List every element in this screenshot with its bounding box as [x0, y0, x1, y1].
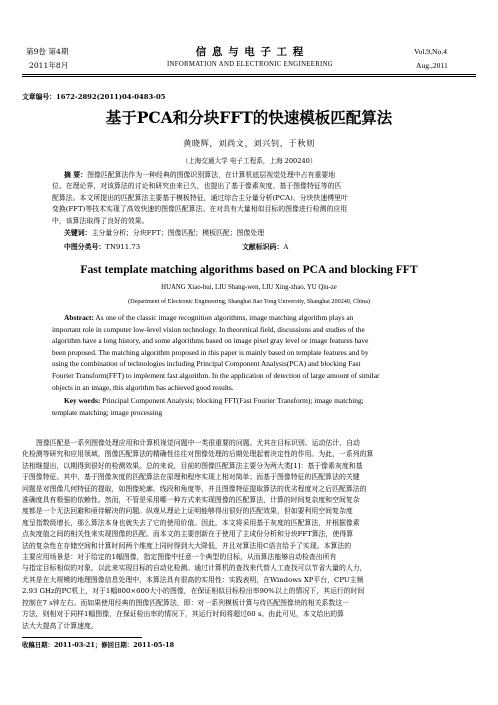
- document-code-label: 文献标识码：: [242, 243, 284, 251]
- classification: [64, 242, 444, 253]
- header-rule-bottom: [22, 76, 476, 77]
- abstract-cn: [52, 170, 446, 227]
- abstract-cn-line: [52, 170, 446, 181]
- clc-number: TN911.73: [105, 243, 141, 251]
- journal-title-cn: 信 息 与 电 子 工 程: [195, 46, 305, 58]
- abstract-en-line: using the combination of technologies including Principal Component Analysis(PCA) and blocking Fast: [52, 359, 361, 369]
- abstract-cn-line: 配算法。本文所提出的匹配算法主要基于模板特征，通过综合主分量分析(PCA)、分块快速傅里叶: [52, 193, 348, 202]
- body-line: 与指定目标相似的对象，以此来实现目标的自动化检测。通过计算机的查找来代替人工查找可以节省大量的人力，: [22, 564, 367, 573]
- abstract-en-line: Fourier Transform(FFT) to implement fast algorithm. In the application of detection of large amount of similar: [52, 370, 380, 380]
- body-line: 2.93 GHz的PC机上，对于1幅800×600大小的图像，在保证相似目标检出率90%以上的情况下，其运行的时间: [22, 587, 365, 596]
- body-line: 准确度具有极强的依赖性。然而，不管是采用哪一种方式来实现图像的匹配算法，计算的时间复杂度和空间复杂: [22, 496, 360, 505]
- clc-label: 中图分类号：: [64, 243, 106, 251]
- title-cn: 基于PCA和分块FFT的快速模板匹配算法: [105, 108, 393, 127]
- body-line: 点灰度值之间的相关性来实现图像的匹配。而本文的主要创新在于使用了主成份分析和分块FFT算法，使得算: [22, 530, 354, 539]
- body-line: 主要应用场景是：对于给定的1幅图像，指定图像中任意一个典型的目标，从而算法能够自动检查出所有: [22, 553, 337, 562]
- journal-title-en: INFORMATION AND ELECTRONIC ENGINEERING: [166, 61, 334, 68]
- abstract-en-label: Abstract:: [64, 313, 94, 322]
- body-line: 度都是一个无法回避和亟待解决的问题。纵观从理论上证明能够得出很好的匹配效果，但如要利用空间复杂度: [22, 507, 353, 516]
- body-line: 度呈指数级增长，那么算法本身也就失去了它的使用价值。因此，本文将采用基于灰度的匹配算法，并根据像素: [22, 518, 360, 527]
- body-line: 图像匹配是一系列图像处理应用和计算机视觉问题中一类很重要的问题。尤其在目标识别、运动估计、自动: [36, 439, 360, 447]
- affiliation-cn: （上海交通大学 电子工程系，上海 200240）: [181, 157, 317, 165]
- abstract-cn-line: 位。在理论界，对该算法的讨论和研究由来已久，也提出了基于像素灰度、基于图像特征等的匹: [52, 182, 342, 191]
- article-number: 文章编号：1672-2892(2011)04-0483-05: [22, 93, 166, 101]
- body-line: 法的复杂性在存储空间和计算时间两个维度上同时得到大大降低，并且对算法用C语言给予了实现。本算法的: [22, 541, 352, 550]
- abstract-cn-line: 中，该算法取得了良好的效果。: [52, 216, 149, 225]
- issue-cn: 第9卷 第4期: [26, 47, 69, 56]
- body-line: 尤其是在大规模的地理图像信息处理中，本算法具有很高的实用性：实践表明，在Windows XP平台，CPU主频: [22, 575, 364, 584]
- date-cn: 2011年8月: [29, 61, 69, 70]
- abstract-cn-label: 摘 要：: [64, 171, 88, 179]
- authors-en: HUANG Xiao-hui, LIU Shang-wen, LIU Xing-zhao, YU Qiu-ze: [161, 284, 337, 291]
- keywords-cn: [64, 228, 444, 239]
- body-text: [22, 438, 478, 632]
- abstract-cn-text: 图像匹配算法作为一种经典的图像识别算法，在计算机底层视觉处理中占有重要地: [87, 171, 336, 179]
- issue-month: Aug.,2011: [416, 61, 448, 70]
- keywords-en-line: template matching; image processing: [52, 407, 163, 417]
- footnote-rule: [22, 637, 142, 638]
- authors-cn: 黄晓辉，刘尚文，刘兴钊，于秋则: [183, 138, 315, 148]
- keywords-en: [52, 395, 446, 418]
- volume-number: Vol.9,No.4: [414, 47, 447, 56]
- body-line: 方法，则相对于同样1幅图像，在保证检出率的情况下，其运行时间将超过60 s。由此可见，本文给出的算: [22, 610, 345, 619]
- body-line: 法相继提出，以期得到很好的检测效果。总的来说，目前的图像匹配算法主要分为两大类[1]：基于像素灰度和基: [22, 461, 363, 470]
- keywords-en-line: [52, 395, 446, 407]
- title-en: Fast template matching algorithms based on PCA and blocking FFT: [80, 263, 418, 276]
- keywords-en-text: Principal Component Analysis; blocking FFT(Fast Fourier Transform); image matching;: [102, 396, 364, 405]
- received-date: 收稿日期：2011-03-21；修回日期：2011-05-18: [22, 641, 175, 649]
- affiliation-en: (Department of Electronic Engineering, Shanghai Jiao Tong University, Shanghai 200240, China): [128, 298, 370, 305]
- abstract-en-text: As one of the classic image recognition algorithms, image matching algorithm plays an: [95, 313, 354, 322]
- abstract-cn-line: 变换(FFT)等技术实现了高效快速的图像匹配算法。在对具有大量相似目标的图像进行检测的应用: [52, 205, 348, 214]
- keywords-cn-text: 主分量分析；分块FFT；图像匹配；模板匹配；图像处理: [91, 229, 265, 237]
- keywords-cn-label: 关键词：: [64, 229, 92, 237]
- keywords-en-label: Key words:: [64, 396, 101, 405]
- abstract-en-line: important role in computer low-level vision technology. In theoretical field, discussions and studies of the: [52, 324, 365, 334]
- body-line: 问题是对图像几何特征的提取，如图像轮廓、线段和角度等，并且图像特征提取算法的优劣程度对之后匹配算法的: [22, 484, 367, 493]
- abstract-en-line: been proposed. The matching algorithm proposed in this paper is mainly based on template features and by: [52, 347, 369, 357]
- body-line: 法大大提高了计算速度。: [22, 621, 98, 630]
- document-code: A: [283, 243, 289, 251]
- abstract-en-line: objects in an image, this algorithm has achieved good results.: [52, 382, 234, 392]
- body-line: 化检测等研究和应用领域，图像匹配算法的精确性往往对图像处理的后期处理起着决定性的作用。为此，一系列的算: [22, 450, 374, 459]
- header-rule-top: [22, 74, 476, 75]
- abstract-en: [52, 312, 446, 393]
- abstract-en-line: [52, 312, 446, 324]
- body-line: 控制在7 s钟左右。而如果使用经典的图像匹配算法，即：对一系列模板计算与待匹配图像块的相关系数这一: [22, 598, 350, 607]
- abstract-en-line: algorithm have a long history, and some algorithms based on image pixel gray level or image features have: [52, 336, 369, 346]
- body-line: 于图像特征。其中，基于图像灰度的匹配算法在原理和程序实现上相对简单；而基于图像特征的匹配算法的关键: [22, 473, 360, 482]
